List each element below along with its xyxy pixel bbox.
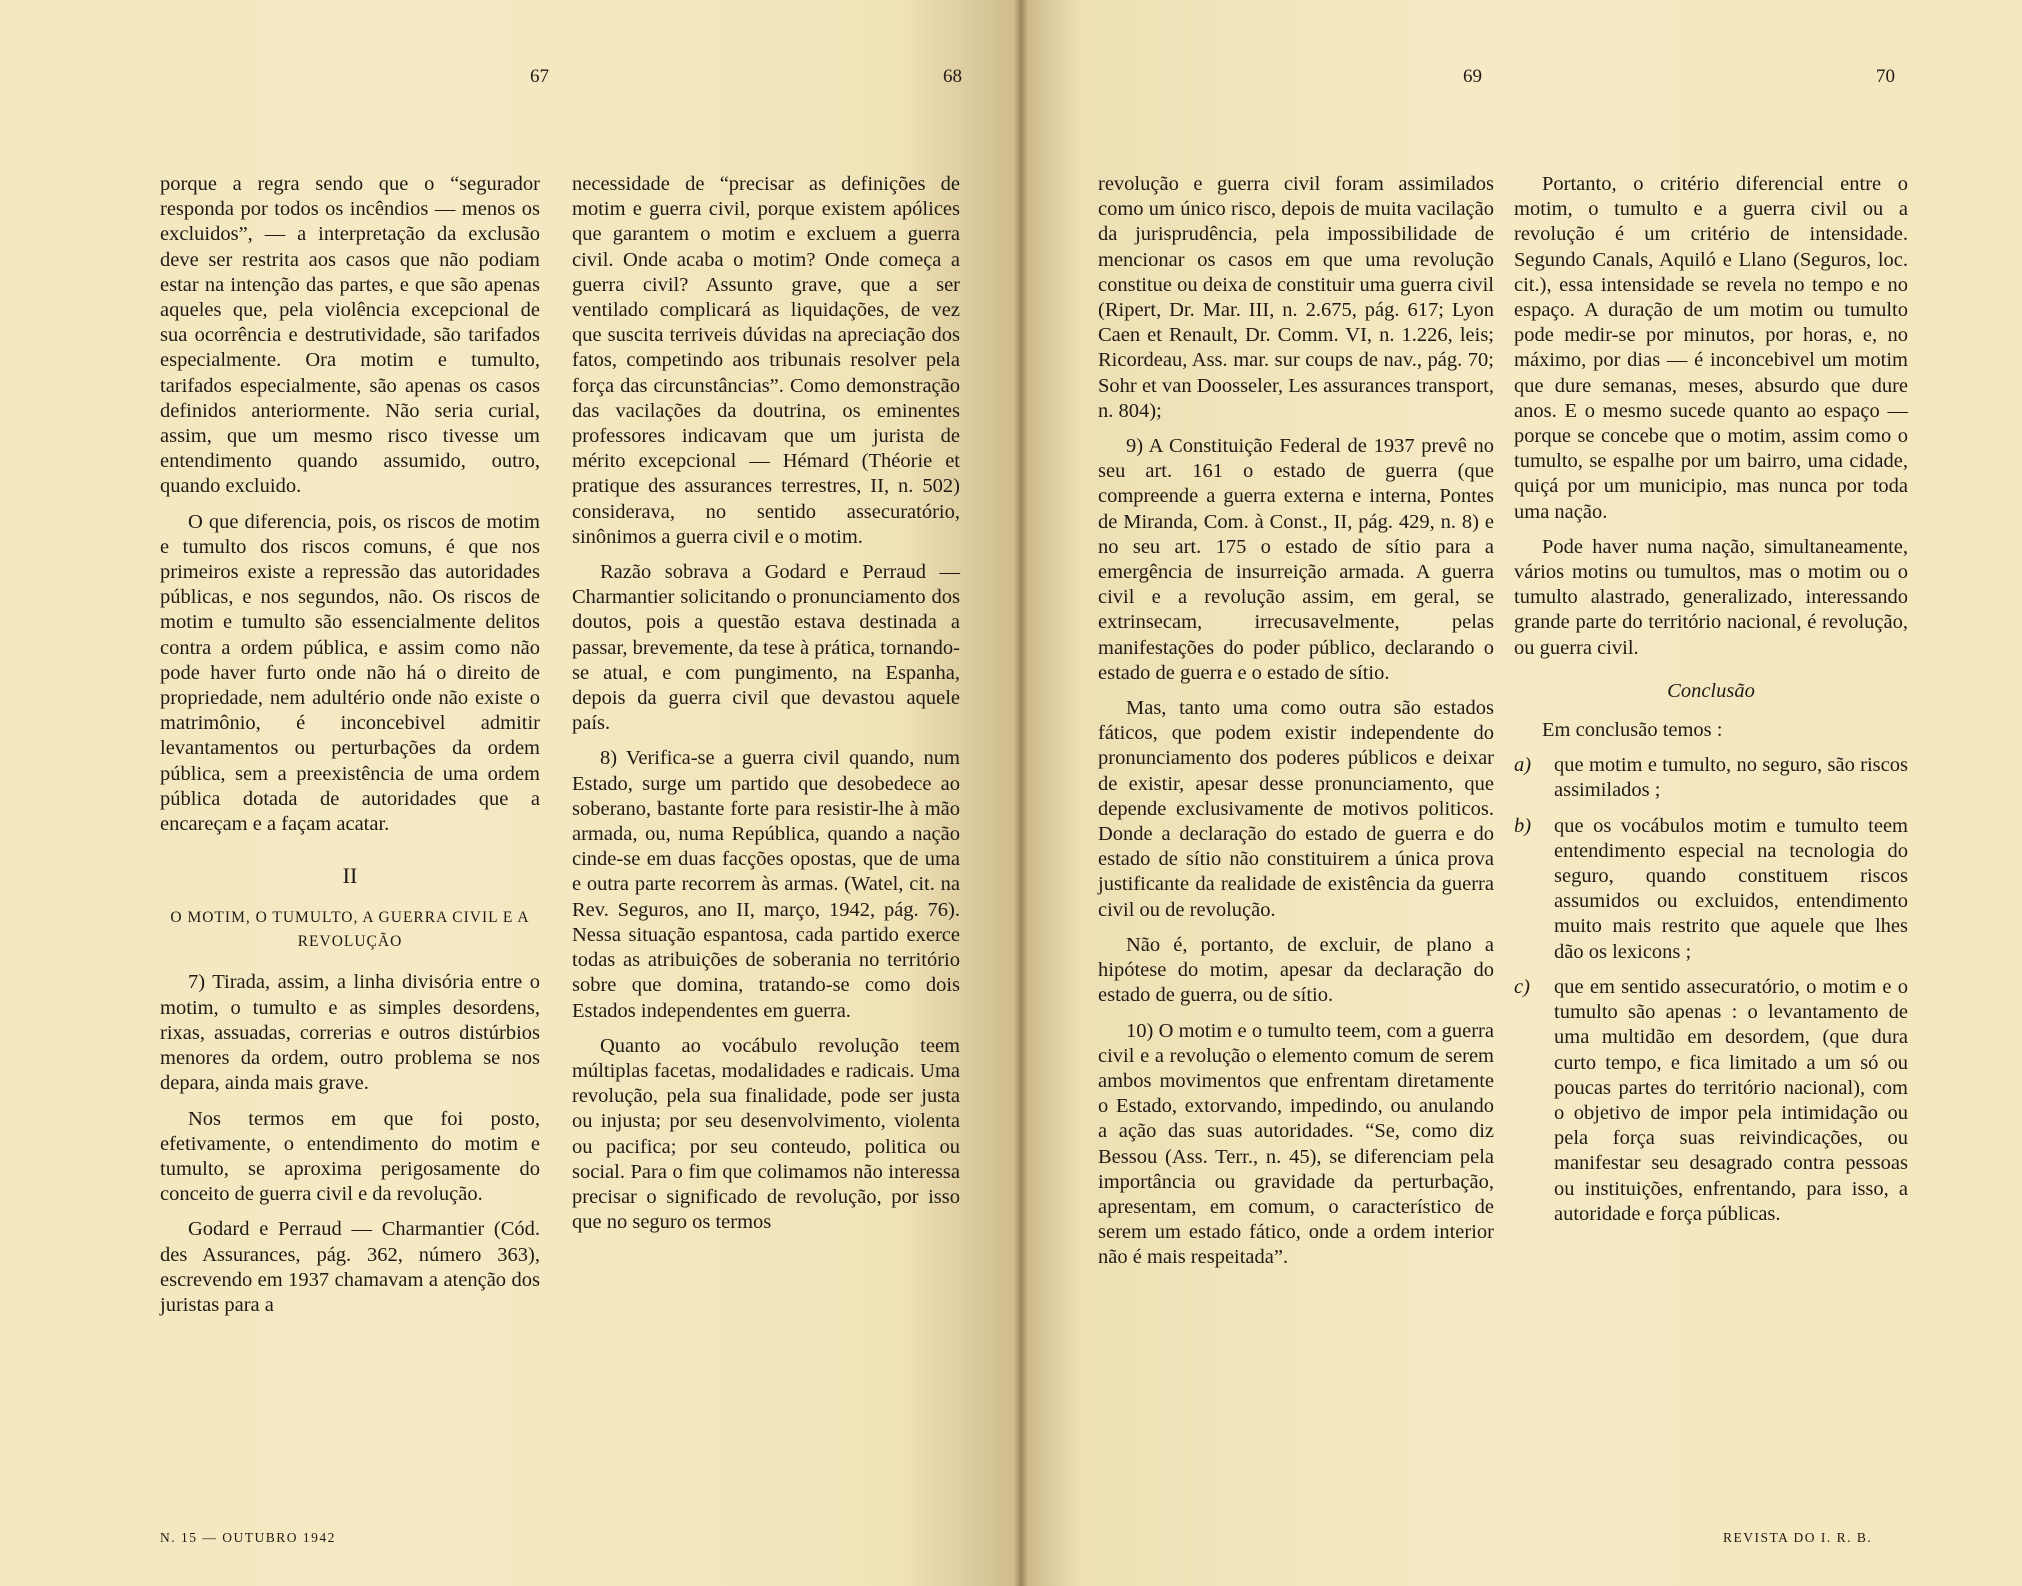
paragraph: 7) Tirada, assim, a linha divisória entre o motim, o tumulto e as simples desordens, rixas, assuadas, correrias e outros distúrbios menores da ordem, outro problema se nos depara, ainda mais grave. bbox=[160, 971, 540, 1095]
paragraph: Quanto ao vocábulo revolução teem múltiplas facetas, modalidades e radicais. Uma revolução, pela sua finalidade, pode ser justa ou injusta; por seu desenvolvimento, violenta ou pacifica; por seu conteudo, politica ou social. Para o fim que colimamos não interessa precisar o significado de revolução, por isso que no seguro os termos bbox=[572, 1034, 960, 1234]
footer-issue: N. 15 — OUTUBRO 1942 bbox=[160, 1530, 336, 1545]
page-number-69: 69 bbox=[1463, 66, 1482, 87]
paragraph: 8) Verifica-se a guerra civil quando, num Estado, surge um partido que desobedece ao soberano, bastante forte para resistir-lhe à mão armada, ou, numa República, quando a nação cinde-se em duas facções opostas, que de uma e outra parte recorrem às armas. (Watel, cit. na Rev. Seguros, ano II, março, 1942, pág. 76). Nessa situação espantosa, cada partido exerce todas as atribuições de soberania no território sobre que domina, tratando-se como dois Estados independentes em guerra. bbox=[572, 747, 960, 1022]
paragraph: Não é, portanto, de excluir, de plano a hipótese do motim, apesar da declaração do estado de guerra, ou de sítio. bbox=[1098, 933, 1494, 1007]
conclusion-heading: Conclusão bbox=[1667, 679, 1755, 702]
paragraph: O que diferencia, pois, os riscos de motim e tumulto dos riscos comuns, é que nos primeiros existe a repressão das autoridades públicas, e nos segundos, não. Os riscos de motim e tumulto são essencialmente delitos contra a ordem pública, e assim como não pode haver furto onde não há o direito de propriedade, nem adultério onde não existe o matrimônio, é inconcebivel admitir levantamentos ou perturbações da ordem pública, sem a preexistência de uma ordem pública dotada de autoridades que a encareçam e a façam acatar. bbox=[160, 510, 540, 836]
section-title: O MOTIM, O TUMULTO, A GUERRA CIVIL E A REVOLUÇÃO bbox=[170, 909, 530, 951]
list-marker: b) bbox=[1514, 814, 1532, 837]
list-item-text: que em sentido assecuratório, o motim e o tumulto são apenas : o levantamento de uma multidão em desordem, (que dura curto tempo, e fica limitado a um só ou poucas partes do território nacional), com o objetivo de impor pela intimidação ou pela força suas reivindicações, ou manifestar seu desagrado contra pessoas ou instituições, enfrentando, para isso, a autoridade e força públicas. bbox=[1554, 975, 1908, 1225]
paragraph: Godard e Perraud — Charmantier (Cód. des Assurances, pág. 362, número 363), escrevendo em 1937 chamavam a atenção dos juristas para a bbox=[160, 1218, 540, 1316]
conclusion-list bbox=[1514, 753, 1908, 1227]
column-page-70 bbox=[1514, 172, 1908, 1237]
list-item bbox=[1514, 753, 1908, 803]
paragraph: Nos termos em que foi posto, efetivamente, o entendimento do motim e tumulto, se aproxima perigosamente do conceito de guerra civil e da revolução. bbox=[160, 1107, 540, 1206]
column-page-69 bbox=[1098, 172, 1494, 1281]
paragraph: Pode haver numa nação, simultaneamente, vários motins ou tumultos, mas o motim ou o tumulto alastrado, generalizado, interessando grande parte do território nacional, é revolução, ou guerra civil. bbox=[1514, 535, 1908, 659]
list-item bbox=[1514, 975, 1908, 1227]
book-gutter bbox=[1014, 0, 1028, 1586]
paragraph: 10) O motim e o tumulto teem, com a guerra civil e a revolução o elemento comum de serem ambos movimentos que enfrentam diretamente o Estado, extorvando, impedindo, ou anulando a ação das suas autoridades. “Se, como diz Bessou (Ass. Terr., n. 45), se diferenciam pela importância ou gravidade da perturbação, apresentam, em comum, o característico de serem um estado fático, onde a ordem interior não é mais respeitada”. bbox=[1098, 1019, 1494, 1269]
list-marker: c) bbox=[1514, 975, 1530, 998]
page-number-67: 67 bbox=[530, 66, 549, 87]
list-marker: a) bbox=[1514, 754, 1532, 777]
paragraph: Razão sobrava a Godard e Perraud — Charmantier solicitando o pronunciamento dos doutos, pois a questão estava destinada a passar, brevemente, da tese à prática, tornando-se atual, e com pungimento, na Espanha, depois da guerra civil que devastou aquele país. bbox=[572, 561, 960, 735]
list-item bbox=[1514, 814, 1908, 965]
list-item-text: que motim e tumulto, no seguro, são riscos assimilados ; bbox=[1554, 754, 1908, 802]
paragraph: 9) A Constituição Federal de 1937 prevê no seu art. 161 o estado de guerra (que compreende a guerra externa e interna, Pontes de Miranda, Com. à Const., II, pág. 429, n. 8) e no seu art. 175 o estado de sítio para a emergência de insurreição armada. A guerra civil e a revolução assim, em geral, se extrinsecam, irrecusavelmente, pelas manifestações do poder público, declarando o estado de guerra e o estado de sítio. bbox=[1098, 435, 1494, 684]
paragraph: necessidade de “precisar as definições de motim e guerra civil, porque existem apólices que garantem o motim e excluem a guerra civil. Onde acaba o motim? Onde começa a guerra civil? Assunto grave, que a ser ventilado complicará as liquidações, de vez que suscita terriveis dúvidas na apreciação dos fatos, competindo aos tribunais resolver pela força das circunstâncias”. Como demonstração das vacilações da doutrina, os eminentes professores indicavam que um jurista de mérito excepcional — Hémard (Théorie et pratique des assurances terrestres, II, n. 502) considerava, no sentido assecuratório, sinônimos a guerra civil e o motim. bbox=[572, 173, 960, 548]
section-number: II bbox=[342, 863, 358, 889]
page-number-68: 68 bbox=[943, 66, 962, 87]
column-page-68 bbox=[572, 172, 960, 1245]
page-number-70: 70 bbox=[1876, 66, 1895, 87]
paragraph: porque a regra sendo que o “segurador responda por todos os incêndios — menos os excluidos”, — a interpretação da exclusão deve ser restrita aos casos que não podiam estar na intenção das partes, e que são apenas aqueles que, pela violência excepcional de sua ocorrência e destrutividade, são tarifados especialmente. Ora motim e tumulto, tarifados especialmente, são apenas os casos definidos anteriormente. Não seria curial, assim, que um mesmo risco tivesse um entendimento quando assumido, outro, quando excluido. bbox=[160, 173, 540, 498]
conclusion-intro: Em conclusão temos : bbox=[1542, 719, 1723, 742]
column-page-67 bbox=[160, 172, 540, 1328]
paragraph: Mas, tanto uma como outra são estados fáticos, que podem existir independente do pronunciamento dos poderes públicos e deixar de existir, apesar desse pronunciamento, que depende exclusivamente de motivos politicos. Donde a declaração do estado de guerra e do estado de sítio não constituirem a única prova justificante da realidade de existência da guerra civil ou de revolução. bbox=[1098, 697, 1494, 921]
list-item-text: que os vocábulos motim e tumulto teem entendimento especial na tecnologia do seguro, quando constituem riscos assumidos ou excluidos, entendimento muito mais restrito que aquele que lhes dão os lexicons ; bbox=[1554, 814, 1908, 963]
paragraph: revolução e guerra civil foram assimilados como um único risco, depois de muita vacilação da jurisprudência, pela impossibilidade de mencionar os casos em que uma revolução constitue ou deixa de constituir uma guerra civil (Ripert, Dr. Mar. III, n. 2.675, pág. 617; Lyon Caen et Renault, Dr. Comm. VI, n. 1.226, leis; Ricordeau, Ass. mar. sur coups de nav., pág. 70; Sohr et van Doosseler, Les assurances transport, n. 804); bbox=[1098, 173, 1494, 422]
footer-journal: REVISTA DO I. R. B. bbox=[1723, 1530, 1873, 1545]
paragraph: Portanto, o critério diferencial entre o motim, o tumulto e a guerra civil ou a revolução é um critério de intensidade. Segundo Canals, Aquiló e Llano (Seguros, loc. cit.), essa intensidade se revela no tempo e no espaço. A duração de um motim ou tumulto pode medir-se por minutos, por horas, e, no máximo, por dias — é inconcebivel um motim que dure semanas, meses, absurdo que dure anos. E o mesmo sucede quanto ao espaço — porque se concebe que o motim, assim como o tumulto, se espalhe por um bairro, uma cidade, quiçá por um municipio, mas nunca por toda uma nação. bbox=[1514, 173, 1908, 523]
